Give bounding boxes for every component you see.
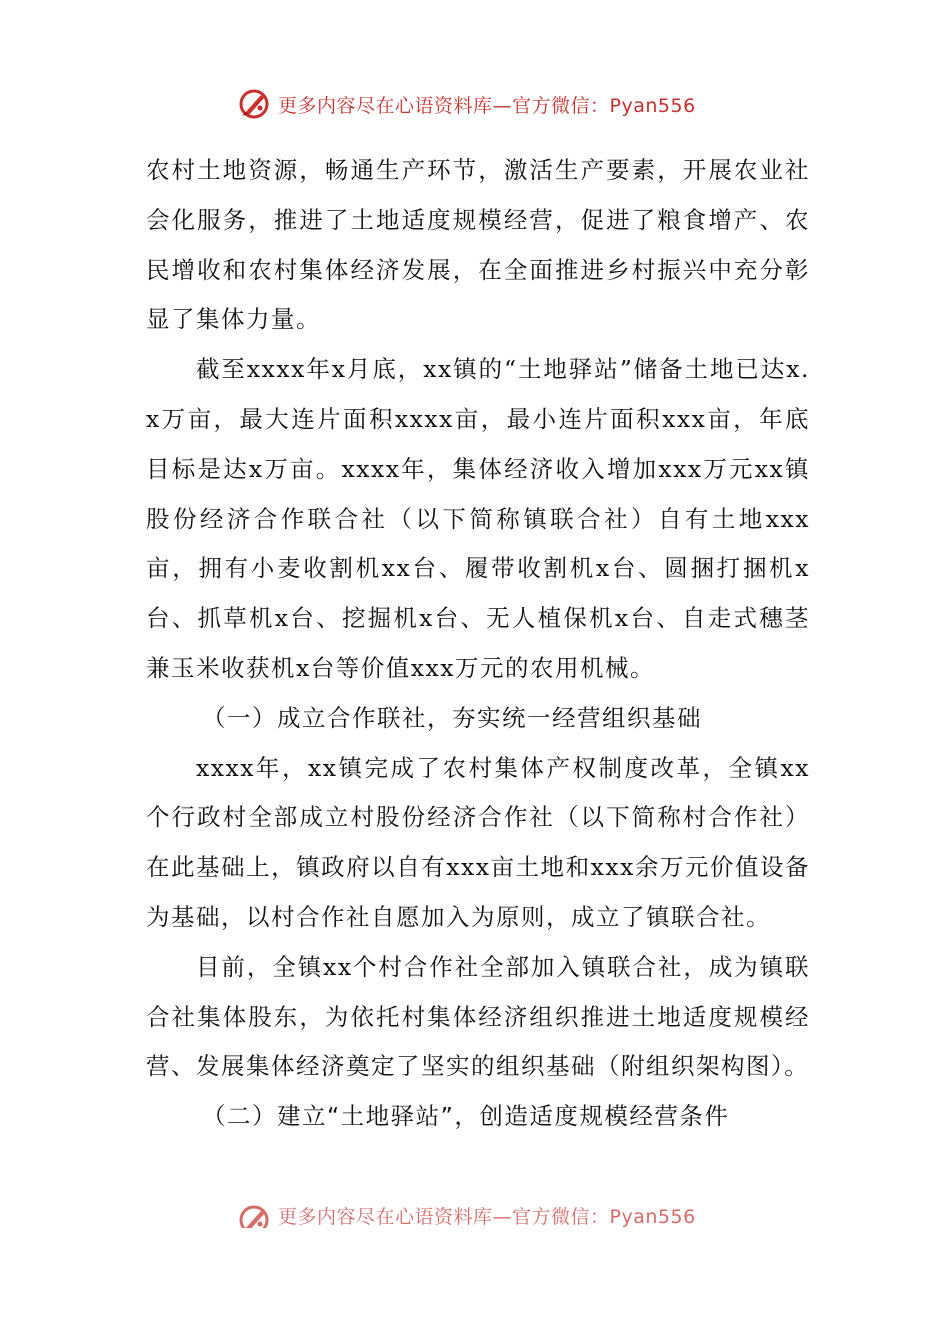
header-banner [236, 84, 696, 124]
pen-logo-icon [236, 1202, 272, 1228]
footer-banner [236, 1202, 696, 1228]
document-body [146, 146, 810, 1142]
body-paragraph: 目前，全镇xx个村合作社全部加入镇联合社，成为镇联合社集体股东，为依托村集体经济组织推进土地适度规模经营、发展集体经济奠定了坚实的组织基础（附组织架构图）。 [146, 952, 810, 1081]
footer-banner-text: 更多内容尽在心语资料库—官方微信：Pyan556 [278, 1206, 696, 1228]
pen-logo-icon [236, 86, 272, 122]
body-paragraph: xxxx年，xx镇完成了农村集体产权制度改革，全镇xx个行政村全部成立村股份经济合作社（以下简称村合作社）在此基础上，镇政府以自有xxx亩土地和xxx余万元价值设备为基础，以村合作社自愿加入为原则，成立了镇联合社。 [146, 753, 810, 931]
section-heading: （二）建立“土地驿站”，创造适度规模经营条件 [202, 1102, 730, 1131]
section-heading: （一）成立合作联社，夯实统一经营组织基础 [202, 703, 702, 732]
body-paragraph: 农村土地资源，畅通生产环节，激活生产要素，开展农业社会化服务，推进了土地适度规模经营，促进了粮食增产、农民增收和农村集体经济发展，在全面推进乡村振兴中充分彰显了集体力量。 [146, 156, 810, 334]
body-paragraph: 截至xxxx年x月底，xx镇的“土地驿站”储备土地已达x.x万亩，最大连片面积xxxx亩，最小连片面积xxx亩，年底目标是达x万亩。xxxx年，集体经济收入增加xxx万元xx镇股份经济合作联合社（以下简称镇联合社）自有土地xxx亩，拥有小麦收割机xx台、履带收割机x台、圆捆打捆机x台、抓草机x台、挖掘机x台、无人植保机x台、自走式穗茎兼玉米收获机x台等价值xxx万元的农用机械。 [146, 355, 810, 682]
header-banner-text: 更多内容尽在心语资料库—官方微信：Pyan556 [278, 94, 696, 117]
